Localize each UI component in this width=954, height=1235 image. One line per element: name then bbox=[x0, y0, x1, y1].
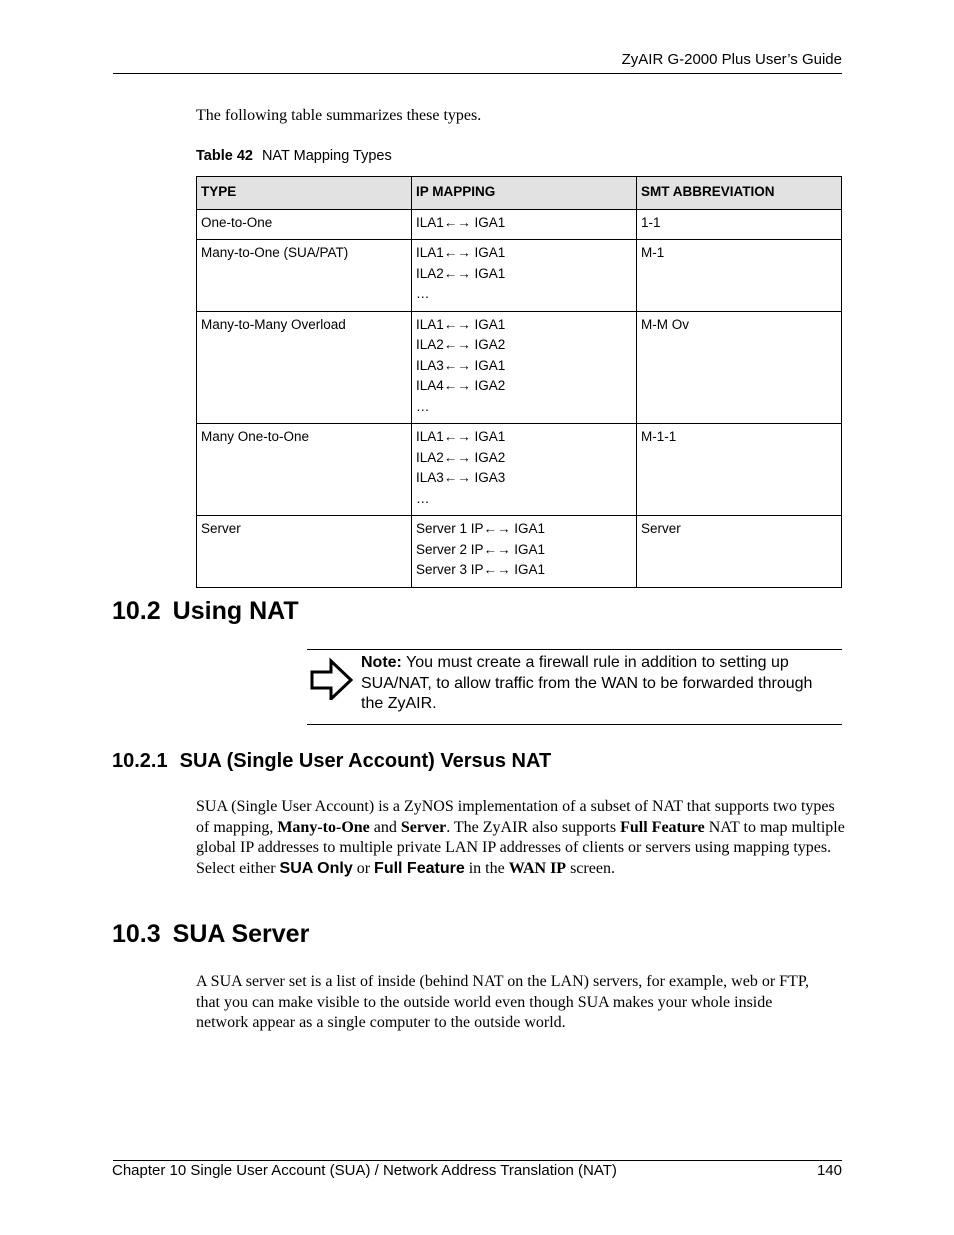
section-heading-10-3 bbox=[112, 920, 309, 949]
cell-abbr: M-1-1 bbox=[637, 424, 842, 516]
note-body: You must create a firewall rule in addition to setting up SUA/NAT, to allow traffic from the WAN to be forwarded through the ZyAIR. bbox=[361, 654, 813, 712]
mapping-line: ILA1←→ IGA1 bbox=[416, 429, 506, 444]
sua-server-paragraph: A SUA server set is a list of inside (behind NAT on the LAN) servers, for example, web or FTP, that you can make visible to the outside world even though SUA makes your whole inside network appear as a single computer to the outside world. bbox=[196, 973, 809, 1031]
table-row bbox=[197, 516, 842, 588]
footer-chapter: Chapter 10 Single User Account (SUA) / Network Address Translation (NAT) bbox=[112, 1162, 617, 1179]
section-title: Using NAT bbox=[172, 597, 299, 625]
cell-abbr: M-M Ov bbox=[637, 311, 842, 424]
cell-type: Many-to-One (SUA/PAT) bbox=[197, 240, 412, 312]
section-heading-10-2-1 bbox=[112, 750, 551, 773]
bold-term: Full Feature bbox=[374, 859, 465, 877]
header-type: TYPE bbox=[197, 177, 412, 210]
note-text bbox=[361, 653, 831, 715]
section-title: SUA (Single User Account) Versus NAT bbox=[179, 750, 552, 772]
cell-abbr: Server bbox=[637, 516, 842, 588]
bold-term: Full Feature bbox=[620, 818, 705, 836]
text-run: screen. bbox=[566, 859, 615, 877]
section-heading-10-2 bbox=[112, 597, 299, 626]
section-title: SUA Server bbox=[172, 920, 310, 948]
mapping-line: … bbox=[416, 398, 430, 414]
mapping-line: Server 2 IP←→ IGA1 bbox=[416, 541, 546, 557]
bold-term: Many-to-One bbox=[277, 818, 370, 836]
mapping-line: ILA1←→ IGA1 bbox=[416, 245, 506, 260]
table-row bbox=[197, 311, 842, 424]
mapping-line: ILA3←→ IGA3 bbox=[416, 470, 506, 485]
table-caption-title: NAT Mapping Types bbox=[261, 148, 392, 164]
header-ip-mapping: IP MAPPING bbox=[412, 177, 637, 210]
cell-type: One-to-One bbox=[197, 209, 412, 240]
footer-page-number: 140 bbox=[816, 1162, 842, 1179]
mapping-line: ILA4←→ IGA2 bbox=[416, 378, 506, 393]
section-number: 10.3 bbox=[112, 920, 161, 948]
cell-type: Server bbox=[197, 516, 412, 588]
table-caption bbox=[196, 148, 392, 164]
note-box bbox=[307, 649, 842, 725]
intro-paragraph: The following table summarizes these types. bbox=[196, 107, 482, 124]
text-run: NAT to map multiple global IP addresses to multiple private LAN IP addresses of clients or servers using mapping types. Select either bbox=[196, 818, 845, 877]
table-header-row bbox=[197, 177, 842, 210]
table-row bbox=[197, 240, 842, 312]
section-number: 10.2.1 bbox=[112, 750, 168, 772]
table-caption-label: Table 42 bbox=[196, 148, 253, 164]
cell-mapping bbox=[412, 516, 637, 588]
bold-term: SUA Only bbox=[279, 859, 353, 877]
mapping-line: Server 1 IP←→ IGA1 bbox=[416, 521, 546, 536]
text-run: and bbox=[369, 818, 401, 836]
footer-rule bbox=[113, 1160, 842, 1161]
table-row bbox=[197, 209, 842, 240]
mapping-line: ILA3←→ IGA1 bbox=[416, 357, 506, 373]
sua-paragraph bbox=[196, 797, 846, 879]
text-run: or bbox=[352, 859, 375, 877]
running-header: ZyAIR G-2000 Plus User’s Guide bbox=[621, 51, 842, 68]
cell-type: Many One-to-One bbox=[197, 424, 412, 516]
mapping-line: ILA2←→ IGA2 bbox=[416, 449, 506, 465]
arrow-right-icon bbox=[309, 656, 355, 700]
text-run: . The ZyAIR also supports bbox=[446, 818, 621, 836]
bold-term: WAN IP bbox=[508, 859, 567, 877]
table-row bbox=[197, 424, 842, 516]
text-run: SUA (Single User Account) is a ZyNOS implementation of a subset of NAT that supports two types of mapping, bbox=[196, 798, 835, 836]
cell-mapping bbox=[412, 311, 637, 424]
header-rule bbox=[113, 73, 842, 74]
mapping-line: Server 3 IP←→ IGA1 bbox=[416, 562, 546, 577]
section-number: 10.2 bbox=[112, 597, 161, 625]
mapping-line: ILA1←→ IGA1 bbox=[416, 316, 506, 332]
mapping-line: ILA2←→ IGA2 bbox=[416, 337, 506, 352]
mapping-line: … bbox=[416, 286, 430, 301]
mapping-line: ILA2←→ IGA1 bbox=[416, 265, 506, 281]
header-smt-abbreviation: SMT ABBREVIATION bbox=[637, 177, 842, 210]
cell-mapping bbox=[412, 240, 637, 312]
bold-term: Server bbox=[400, 818, 447, 836]
note-label: Note: bbox=[361, 654, 402, 671]
cell-mapping bbox=[412, 209, 637, 240]
cell-abbr: 1-1 bbox=[637, 209, 842, 240]
cell-abbr: M-1 bbox=[637, 240, 842, 312]
mapping-line: ILA1←→ IGA1 bbox=[416, 214, 506, 230]
mapping-line: … bbox=[416, 490, 430, 506]
nat-mapping-table bbox=[196, 176, 842, 588]
cell-mapping bbox=[412, 424, 637, 516]
cell-type: Many-to-Many Overload bbox=[197, 311, 412, 424]
text-run: in the bbox=[464, 859, 509, 877]
